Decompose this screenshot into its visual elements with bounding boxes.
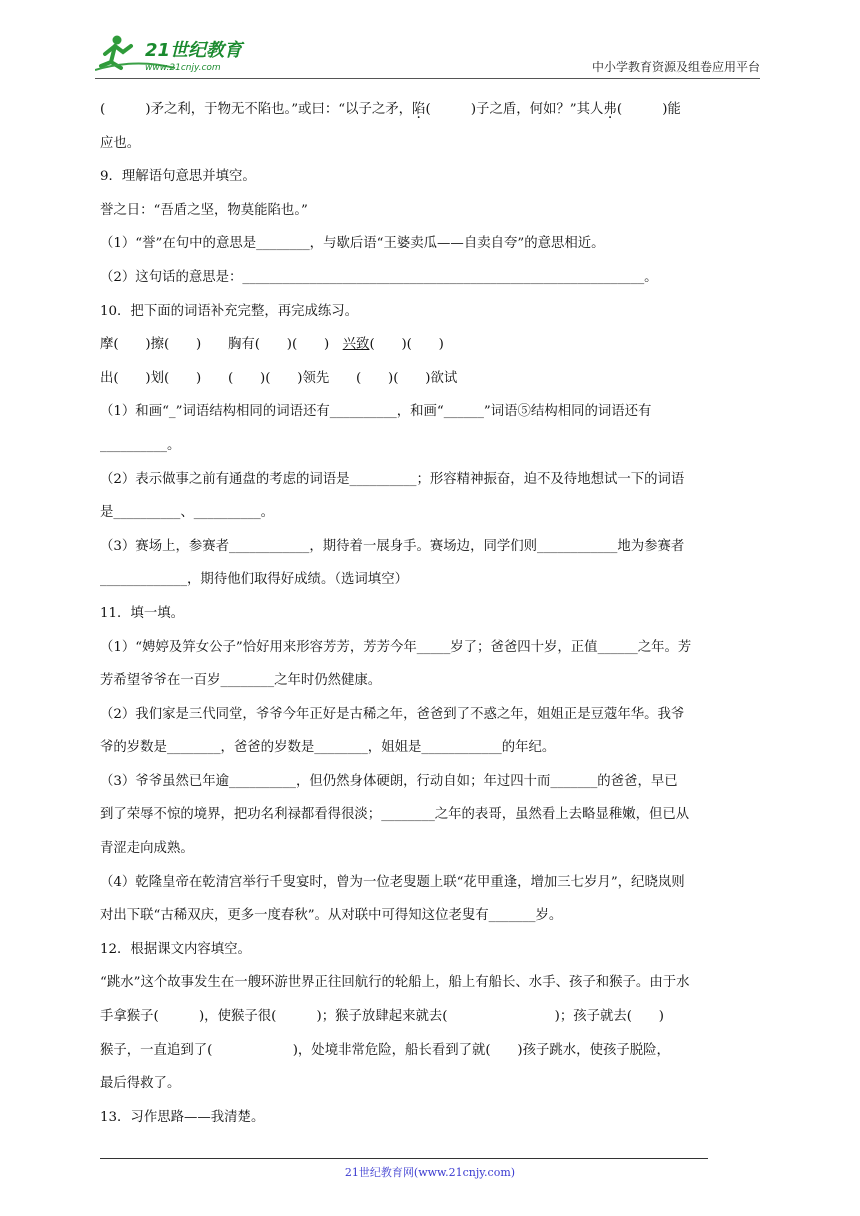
footer-divider bbox=[100, 1158, 708, 1159]
question-11-2: （2）我们家是三代同堂，爷爷今年正好是古稀之年，爸爸到了不惑之年，姐姐正是豆蔻年华。我爷 bbox=[100, 706, 685, 722]
document-body bbox=[100, 98, 760, 1139]
question-11-3: （3）爷爷虽然已年逾__________，但仍然身体硬朗，行动自如；年过四十而_______的爸爸，早已 bbox=[100, 773, 678, 789]
question-10: 10．把下面的词语补充完整，再完成练习。 bbox=[100, 303, 359, 319]
question-12-text: 最后得救了。 bbox=[100, 1076, 181, 1092]
question-10-words-1: 摩( )擦( ) 胸有( )( ) 兴致( )( ) bbox=[100, 337, 444, 353]
underlined-word: 兴致 bbox=[342, 337, 370, 353]
header-divider bbox=[95, 78, 760, 79]
question-12-text: 猴子，一直追到了( )，处境非常危险，船长看到了就( )孩子跳水，使孩子脱险， bbox=[100, 1042, 670, 1058]
question-10-1-cont: __________。 bbox=[100, 437, 181, 453]
site-logo bbox=[95, 32, 255, 74]
question-10-2-cont: 是__________、__________。 bbox=[100, 505, 275, 521]
question-11-4: （4）乾隆皇帝在乾清宫举行千叟宴时，曾为一位老叟题上联“花甲重逢，增加三七岁月”，纪晓岚则 bbox=[100, 874, 685, 890]
question-11-2-cont: 爷的岁数是________，爸爸的岁数是________，姐姐是____________的年纪。 bbox=[100, 740, 556, 756]
question-12-text: “跳水”这个故事发生在一艘环游世界正往回航行的轮船上，船上有船长、水手、孩子和猴子。由于水 bbox=[100, 975, 690, 991]
question-9: 9．理解语句意思并填空。 bbox=[100, 169, 256, 185]
question-10-3: （3）赛场上，参赛者____________，期待着一展身手。赛场边，同学们则____________地为参赛者 bbox=[100, 538, 685, 554]
question-11-3-cont2: 青涩走向成熟。 bbox=[100, 841, 194, 857]
dotted-char: 陷 bbox=[412, 102, 426, 117]
platform-label: 中小学教育资源及组卷应用平台 bbox=[591, 60, 760, 74]
question-11: 11．填一填。 bbox=[100, 605, 184, 621]
question-12-text: 手拿猴子( )，使猴子很( )；猴子放肆起来就去( )；孩子就去( ) bbox=[100, 1009, 665, 1025]
question-9-quote: 誉之日：“吾盾之坚，物莫能陷也。” bbox=[100, 202, 308, 218]
svg-text:www.21cnjy.com: www.21cnjy.com bbox=[145, 63, 221, 73]
question-10-1: （1）和画“_”词语结构相同的词语还有__________，和画“______”词语⑤结构相同的词语还有 bbox=[100, 404, 652, 420]
passage-line: ( )矛之利，于物无不陷也。”或曰：“以子之矛，陷( )子之盾，何如？”其人弗( )能 bbox=[100, 102, 681, 117]
question-10-3-cont: _____________，期待他们取得好成绩。（选词填空） bbox=[100, 572, 408, 588]
page-header bbox=[95, 30, 760, 80]
question-11-1-cont: 芳希望爷爷在一百岁________之年时仍然健康。 bbox=[100, 673, 382, 689]
question-10-2: （2）表示做事之前有通盘的考虑的词语是__________；形容精神振奋，迫不及待地想试一下的词语 bbox=[100, 471, 685, 487]
svg-text:21世纪教育: 21世纪教育 bbox=[145, 40, 243, 61]
question-9-1: （1）“誉”在句中的意思是________，与歇后语“王婆卖瓜——自卖自夸”的意思相近。 bbox=[100, 236, 605, 252]
passage-line: 应也。 bbox=[100, 135, 141, 151]
question-10-words-2: 出( )划( ) ( )( )领先 ( )( )欲试 bbox=[100, 370, 458, 386]
question-11-4-cont: 对出下联“古稀双庆，更多一度春秋”。从对联中可得知这位老叟有_______岁。 bbox=[100, 908, 563, 924]
dotted-char: 弗 bbox=[603, 102, 617, 117]
question-12: 12．根据课文内容填空。 bbox=[100, 941, 251, 957]
question-11-1: （1）“娉婷及笄女公子”恰好用来形容芳芳，芳芳今年_____岁了；爸爸四十岁，正值______之年。芳 bbox=[100, 639, 692, 655]
footer-link[interactable]: 21世纪教育网(www.21cnjy.com) bbox=[344, 1166, 516, 1179]
question-11-3-cont: 到了荣辱不惊的境界，把功名利禄都看得很淡；________之年的表哥，虽然看上去略显稚嫩，但已从 bbox=[100, 807, 690, 823]
question-13: 13．习作思路——我清楚。 bbox=[100, 1109, 265, 1125]
question-9-2: （2）这句话的意思是：____________________________________________________________。 bbox=[100, 269, 658, 285]
